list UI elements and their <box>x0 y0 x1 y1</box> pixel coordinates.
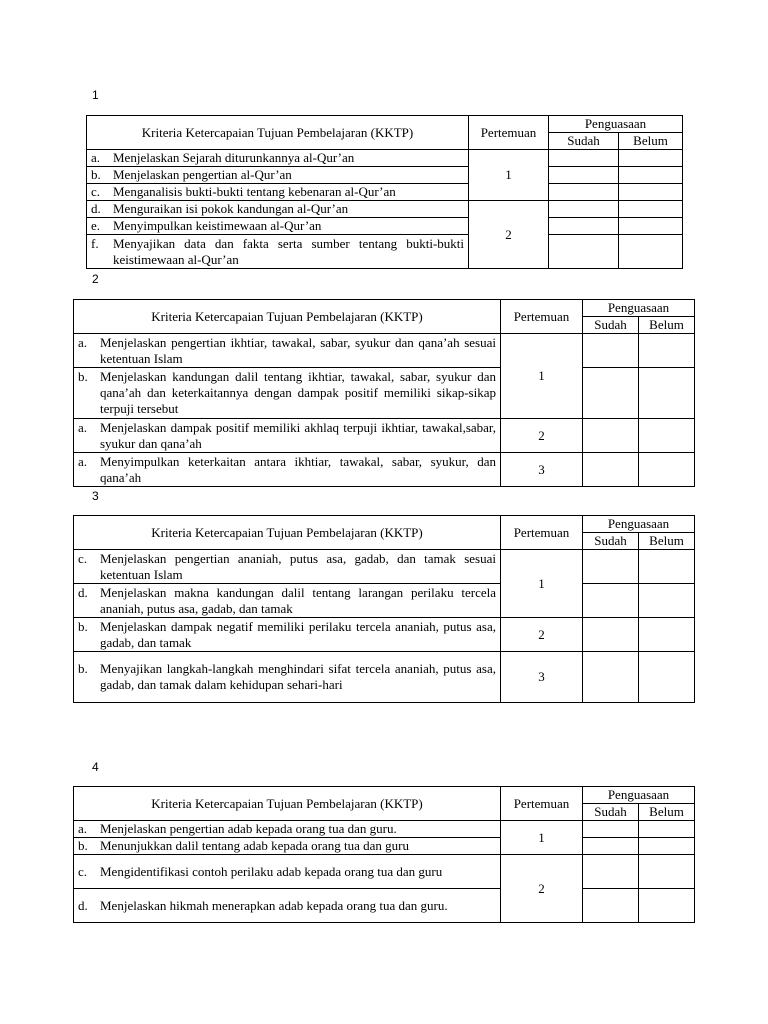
item-letter: a. <box>78 419 88 435</box>
belum-cell[interactable] <box>619 235 683 269</box>
item-text: Menjelaskan dampak positif memiliki akhlaq terpuji ikhtiar, tawakal,sabar, syukur dan qana’ah <box>100 419 496 451</box>
pertemuan-value: 2 <box>501 419 583 453</box>
pertemuan-value: 2 <box>501 618 583 652</box>
pertemuan-value: 2 <box>501 855 583 923</box>
pertemuan-value: 1 <box>501 550 583 618</box>
kktp-item <box>87 184 469 201</box>
sudah-header: Sudah <box>549 133 619 150</box>
pertemuan-header: Pertemuan <box>501 516 583 550</box>
item-letter: a. <box>78 334 88 350</box>
kktp-item <box>74 618 501 652</box>
penguasaan-header: Penguasaan <box>549 116 683 133</box>
kktp-header: Kriteria Ketercapaian Tujuan Pembelajaran (KKTP) <box>87 116 469 150</box>
pertemuan-header: Pertemuan <box>501 300 583 334</box>
kktp-item <box>74 889 501 923</box>
kktp-table-4 <box>73 786 695 923</box>
belum-header: Belum <box>639 804 695 821</box>
pertemuan-header: Pertemuan <box>469 116 549 150</box>
pertemuan-value: 2 <box>469 201 549 269</box>
sudah-cell[interactable] <box>583 618 639 652</box>
item-letter: b. <box>91 167 101 182</box>
item-text: Menyajikan langkah-langkah menghindari sifat tercela ananiah, putus asa, gadab, dan tamak dalam kehidupan sehari-hari <box>100 661 496 692</box>
pertemuan-value: 1 <box>469 150 549 201</box>
kktp-item <box>87 218 469 235</box>
item-text: Menganalisis bukti-bukti tentang kebenaran al-Qur’an <box>113 184 396 199</box>
sudah-cell[interactable] <box>549 184 619 201</box>
belum-cell[interactable] <box>639 889 695 923</box>
item-text: Menyimpulkan keterkaitan antara ikhtiar, tawakal, sabar, syukur, dan qana’ah <box>100 453 496 485</box>
belum-cell[interactable] <box>639 550 695 584</box>
sudah-cell[interactable] <box>583 368 639 419</box>
pertemuan-value: 3 <box>501 652 583 703</box>
item-letter: c. <box>91 184 101 199</box>
item-letter: b. <box>78 838 88 853</box>
sudah-cell[interactable] <box>549 167 619 184</box>
item-letter: b. <box>78 661 88 676</box>
sudah-cell[interactable] <box>583 652 639 703</box>
item-letter: a. <box>91 150 101 165</box>
kktp-item <box>87 201 469 218</box>
section-number-4: 4 <box>92 760 99 774</box>
section-number-3: 3 <box>92 489 99 503</box>
kktp-item <box>74 334 501 368</box>
kktp-item <box>74 550 501 584</box>
belum-cell[interactable] <box>639 821 695 838</box>
kktp-item <box>74 584 501 618</box>
kktp-item <box>74 838 501 855</box>
pertemuan-value: 1 <box>501 821 583 855</box>
item-letter: d. <box>91 201 101 216</box>
belum-cell[interactable] <box>639 419 695 453</box>
sudah-cell[interactable] <box>549 150 619 167</box>
belum-cell[interactable] <box>619 218 683 235</box>
item-text: Menjelaskan hikmah menerapkan adab kepada orang tua dan guru. <box>100 897 448 913</box>
sudah-cell[interactable] <box>549 218 619 235</box>
belum-header: Belum <box>639 317 695 334</box>
sudah-cell[interactable] <box>583 855 639 889</box>
kktp-item <box>74 419 501 453</box>
item-letter: e. <box>91 218 101 233</box>
sudah-header: Sudah <box>583 317 639 334</box>
item-letter: c. <box>78 550 88 566</box>
belum-cell[interactable] <box>639 652 695 703</box>
penguasaan-header: Penguasaan <box>583 516 695 533</box>
sudah-cell[interactable] <box>583 889 639 923</box>
belum-header: Belum <box>639 533 695 550</box>
item-text: Menjelaskan pengertian adab kepada orang tua dan guru. <box>100 821 397 836</box>
belum-cell[interactable] <box>639 453 695 487</box>
kktp-item <box>74 821 501 838</box>
item-text: Menguraikan isi pokok kandungan al-Qur’an <box>113 201 349 216</box>
item-text: Menyimpulkan keistimewaan al-Qur’an <box>113 218 322 233</box>
item-text: Menjelaskan pengertian ananiah, putus asa, gadab, dan tamak sesuai ketentuan Islam <box>100 550 496 582</box>
kktp-table-2 <box>73 299 695 487</box>
kktp-item <box>87 235 469 269</box>
belum-cell[interactable] <box>619 150 683 167</box>
kktp-item <box>74 368 501 419</box>
item-text: Menunjukkan dalil tentang adab kepada orang tua dan guru <box>100 838 410 853</box>
belum-cell[interactable] <box>639 838 695 855</box>
belum-cell[interactable] <box>639 334 695 368</box>
sudah-cell[interactable] <box>583 453 639 487</box>
pertemuan-header: Pertemuan <box>501 787 583 821</box>
belum-cell[interactable] <box>619 167 683 184</box>
kktp-table-1 <box>86 115 683 269</box>
item-text: Menjelaskan makna kandungan dalil tentang larangan perilaku tercela ananiah, putus asa, gadab, dan tamak <box>100 584 496 616</box>
sudah-cell[interactable] <box>583 550 639 584</box>
kktp-item <box>74 855 501 889</box>
kktp-header: Kriteria Ketercapaian Tujuan Pembelajaran (KKTP) <box>74 300 501 334</box>
belum-cell[interactable] <box>639 855 695 889</box>
kktp-item <box>87 167 469 184</box>
item-text: Menjelaskan pengertian ikhtiar, tawakal, sabar, syukur dan qana’ah sesuai ketentuan Islam <box>100 334 496 366</box>
sudah-cell[interactable] <box>583 419 639 453</box>
belum-cell[interactable] <box>619 184 683 201</box>
kktp-item <box>74 652 501 703</box>
belum-cell[interactable] <box>639 618 695 652</box>
item-letter: b. <box>78 369 88 384</box>
kktp-header: Kriteria Ketercapaian Tujuan Pembelajaran (KKTP) <box>74 516 501 550</box>
item-letter: a. <box>78 453 88 469</box>
sudah-cell[interactable] <box>583 584 639 618</box>
item-text: Menjelaskan pengertian al-Qur’an <box>113 167 292 182</box>
belum-cell[interactable] <box>639 584 695 618</box>
belum-header: Belum <box>619 133 683 150</box>
item-text: Menjelaskan kandungan dalil tentang ikhtiar, tawakal, sabar, syukur dan qana’ah dan keterkaitannya dengan dampak positif memiliki sikap-sikap terpuji tersebut <box>100 369 496 416</box>
kktp-table-3 <box>73 515 695 703</box>
pertemuan-value: 1 <box>501 334 583 419</box>
item-text: Menjelaskan Sejarah diturunkannya al-Qur’an <box>113 150 355 165</box>
sudah-header: Sudah <box>583 533 639 550</box>
kktp-item <box>74 453 501 487</box>
item-text: Menyajikan data dan fakta serta sumber tentang bukti-bukti keistimewaan al-Qur’an <box>113 235 464 267</box>
item-text: Menjelaskan dampak negatif memiliki perilaku tercela ananiah, putus asa, gadab, dan tamak <box>100 618 496 650</box>
penguasaan-header: Penguasaan <box>583 787 695 804</box>
item-letter: b. <box>78 618 88 634</box>
sudah-cell[interactable] <box>549 201 619 218</box>
item-letter: f. <box>91 235 99 251</box>
item-letter: a. <box>78 821 88 836</box>
item-letter: d. <box>78 897 88 913</box>
kktp-item <box>87 150 469 167</box>
belum-cell[interactable] <box>639 368 695 419</box>
sudah-cell[interactable] <box>583 838 639 855</box>
penguasaan-header: Penguasaan <box>583 300 695 317</box>
item-text: Mengidentifikasi contoh perilaku adab kepada orang tua dan guru <box>100 863 443 879</box>
pertemuan-value: 3 <box>501 453 583 487</box>
kktp-header: Kriteria Ketercapaian Tujuan Pembelajaran (KKTP) <box>74 787 501 821</box>
sudah-cell[interactable] <box>583 821 639 838</box>
sudah-cell[interactable] <box>549 235 619 269</box>
sudah-cell[interactable] <box>583 334 639 368</box>
section-number-2: 2 <box>92 272 99 286</box>
item-letter: d. <box>78 584 88 600</box>
sudah-header: Sudah <box>583 804 639 821</box>
section-number-1: 1 <box>92 88 99 102</box>
item-letter: c. <box>78 863 88 879</box>
belum-cell[interactable] <box>619 201 683 218</box>
